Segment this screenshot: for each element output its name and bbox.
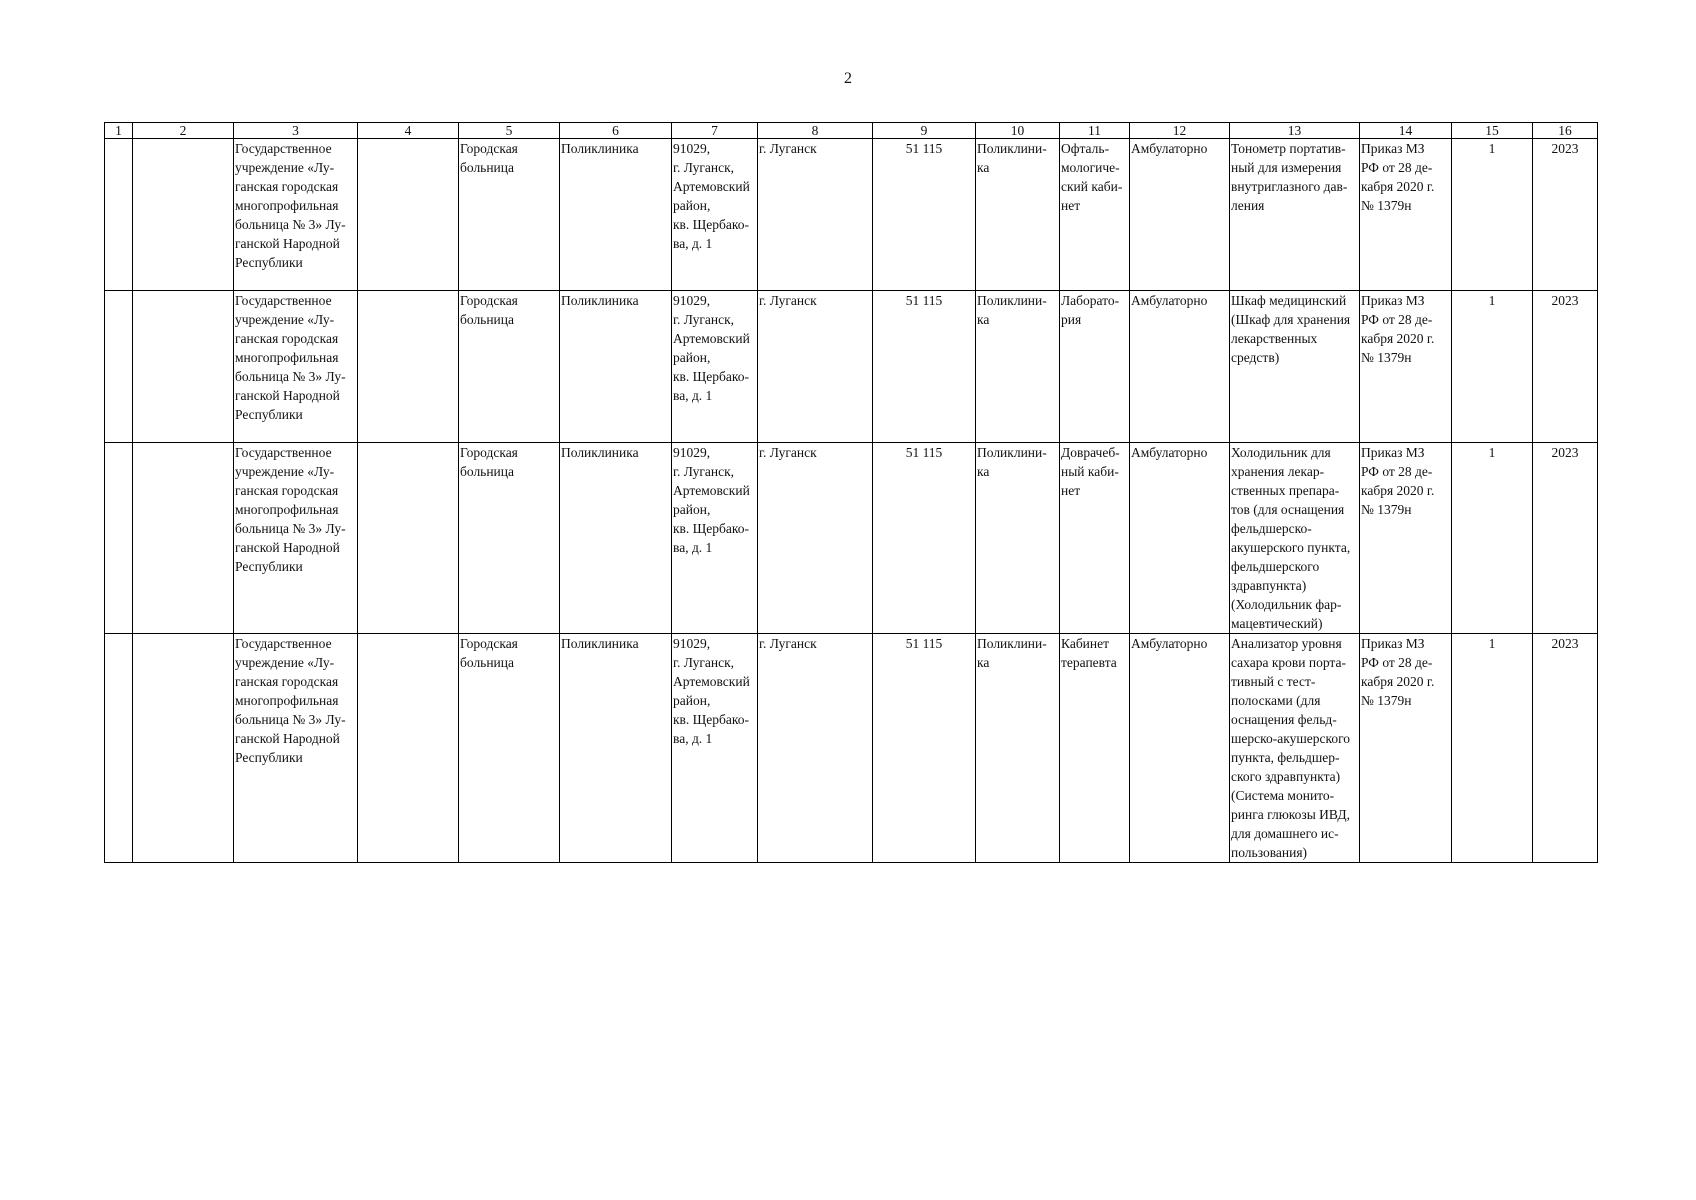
address-cell: 91029, г. Луганск, Артемовский район, кв. Щербако- ва, д. 1 bbox=[672, 443, 758, 634]
table-row bbox=[105, 443, 1598, 634]
quantity-cell: 1 bbox=[1452, 139, 1533, 291]
cell-col2 bbox=[133, 443, 234, 634]
year-cell: 2023 bbox=[1533, 291, 1598, 443]
unit-cell: Поликлиника bbox=[560, 634, 672, 863]
order-cell: Приказ МЗ РФ от 28 де- кабря 2020 г. № 1379н bbox=[1360, 634, 1452, 863]
address-cell: 91029, г. Луганск, Артемовский район, кв. Щербако- ва, д. 1 bbox=[672, 139, 758, 291]
population-cell: 51 115 bbox=[873, 139, 976, 291]
address-cell: 91029, г. Луганск, Артемовский район, кв. Щербако- ва, д. 1 bbox=[672, 634, 758, 863]
equipment-cell: Тонометр портатив- ный для измерения внутриглазного дав- ления bbox=[1230, 139, 1360, 291]
care-type-cell: Амбулаторно bbox=[1130, 139, 1230, 291]
column-number-row bbox=[105, 123, 1598, 139]
year-cell: 2023 bbox=[1533, 443, 1598, 634]
column-header: 11 bbox=[1060, 123, 1130, 139]
column-header: 9 bbox=[873, 123, 976, 139]
department-cell: Поликлини- ка bbox=[976, 291, 1060, 443]
care-type-cell: Амбулаторно bbox=[1130, 291, 1230, 443]
cell-col2 bbox=[133, 634, 234, 863]
city-cell: г. Луганск bbox=[758, 291, 873, 443]
column-header: 2 bbox=[133, 123, 234, 139]
cell-col4 bbox=[358, 139, 459, 291]
city-cell: г. Луганск bbox=[758, 139, 873, 291]
table-row bbox=[105, 634, 1598, 863]
population-cell: 51 115 bbox=[873, 634, 976, 863]
equipment-cell: Шкаф медицинский (Шкаф для хранения лекарственных средств) bbox=[1230, 291, 1360, 443]
row-number-cell bbox=[105, 139, 133, 291]
care-type-cell: Амбулаторно bbox=[1130, 443, 1230, 634]
room-cell: Офталь- мологиче- ский каби- нет bbox=[1060, 139, 1130, 291]
column-header: 8 bbox=[758, 123, 873, 139]
column-header: 5 bbox=[459, 123, 560, 139]
quantity-cell: 1 bbox=[1452, 443, 1533, 634]
facility-type-cell: Городская больница bbox=[459, 443, 560, 634]
column-header: 1 bbox=[105, 123, 133, 139]
table-row bbox=[105, 291, 1598, 443]
column-header: 10 bbox=[976, 123, 1060, 139]
department-cell: Поликлини- ка bbox=[976, 634, 1060, 863]
row-number-cell bbox=[105, 634, 133, 863]
equipment-table bbox=[104, 122, 1598, 863]
equipment-cell: Холодильник для хранения лекар- ственных препара- тов (для оснащения фельдшерско- акушерского пункта, фельдшерского здравпункта) (Холодильник фар- мацевтический) bbox=[1230, 443, 1360, 634]
institution-cell: Государственное учреждение «Лу- ганская городская многопрофильная больница № 3» Лу- ганской Народной Республики bbox=[234, 634, 358, 863]
cell-col2 bbox=[133, 291, 234, 443]
facility-type-cell: Городская больница bbox=[459, 634, 560, 863]
table-row bbox=[105, 139, 1598, 291]
population-cell: 51 115 bbox=[873, 291, 976, 443]
order-cell: Приказ МЗ РФ от 28 де- кабря 2020 г. № 1379н bbox=[1360, 139, 1452, 291]
room-cell: Кабинет терапевта bbox=[1060, 634, 1130, 863]
care-type-cell: Амбулаторно bbox=[1130, 634, 1230, 863]
page-number: 2 bbox=[844, 70, 852, 87]
cell-col4 bbox=[358, 634, 459, 863]
column-header: 12 bbox=[1130, 123, 1230, 139]
column-header: 15 bbox=[1452, 123, 1533, 139]
column-header: 13 bbox=[1230, 123, 1360, 139]
row-number-cell bbox=[105, 443, 133, 634]
cell-col4 bbox=[358, 443, 459, 634]
cell-col2 bbox=[133, 139, 234, 291]
row-number-cell bbox=[105, 291, 133, 443]
city-cell: г. Луганск bbox=[758, 443, 873, 634]
unit-cell: Поликлиника bbox=[560, 443, 672, 634]
unit-cell: Поликлиника bbox=[560, 291, 672, 443]
equipment-cell: Анализатор уровня сахара крови порта- тивный с тест- полосками (для оснащения фельд- шерско-акушерского пункта, фельдшер- ского здравпункта) (Система монито- ринга глюкозы ИВД, для домашнего ис- пользования) bbox=[1230, 634, 1360, 863]
room-cell: Доврачеб- ный каби- нет bbox=[1060, 443, 1130, 634]
quantity-cell: 1 bbox=[1452, 634, 1533, 863]
institution-cell: Государственное учреждение «Лу- ганская городская многопрофильная больница № 3» Лу- ганской Народной Республики bbox=[234, 291, 358, 443]
column-header: 6 bbox=[560, 123, 672, 139]
column-header: 3 bbox=[234, 123, 358, 139]
order-cell: Приказ МЗ РФ от 28 де- кабря 2020 г. № 1379н bbox=[1360, 443, 1452, 634]
year-cell: 2023 bbox=[1533, 634, 1598, 863]
order-cell: Приказ МЗ РФ от 28 де- кабря 2020 г. № 1379н bbox=[1360, 291, 1452, 443]
unit-cell: Поликлиника bbox=[560, 139, 672, 291]
room-cell: Лаборато- рия bbox=[1060, 291, 1130, 443]
facility-type-cell: Городская больница bbox=[459, 291, 560, 443]
column-header: 4 bbox=[358, 123, 459, 139]
population-cell: 51 115 bbox=[873, 443, 976, 634]
cell-col4 bbox=[358, 291, 459, 443]
column-header: 7 bbox=[672, 123, 758, 139]
department-cell: Поликлини- ка bbox=[976, 443, 1060, 634]
city-cell: г. Луганск bbox=[758, 634, 873, 863]
department-cell: Поликлини- ка bbox=[976, 139, 1060, 291]
facility-type-cell: Городская больница bbox=[459, 139, 560, 291]
column-header: 14 bbox=[1360, 123, 1452, 139]
year-cell: 2023 bbox=[1533, 139, 1598, 291]
institution-cell: Государственное учреждение «Лу- ганская городская многопрофильная больница № 3» Лу- ганской Народной Республики bbox=[234, 139, 358, 291]
quantity-cell: 1 bbox=[1452, 291, 1533, 443]
address-cell: 91029, г. Луганск, Артемовский район, кв. Щербако- ва, д. 1 bbox=[672, 291, 758, 443]
column-header: 16 bbox=[1533, 123, 1598, 139]
institution-cell: Государственное учреждение «Лу- ганская городская многопрофильная больница № 3» Лу- ганской Народной Республики bbox=[234, 443, 358, 634]
